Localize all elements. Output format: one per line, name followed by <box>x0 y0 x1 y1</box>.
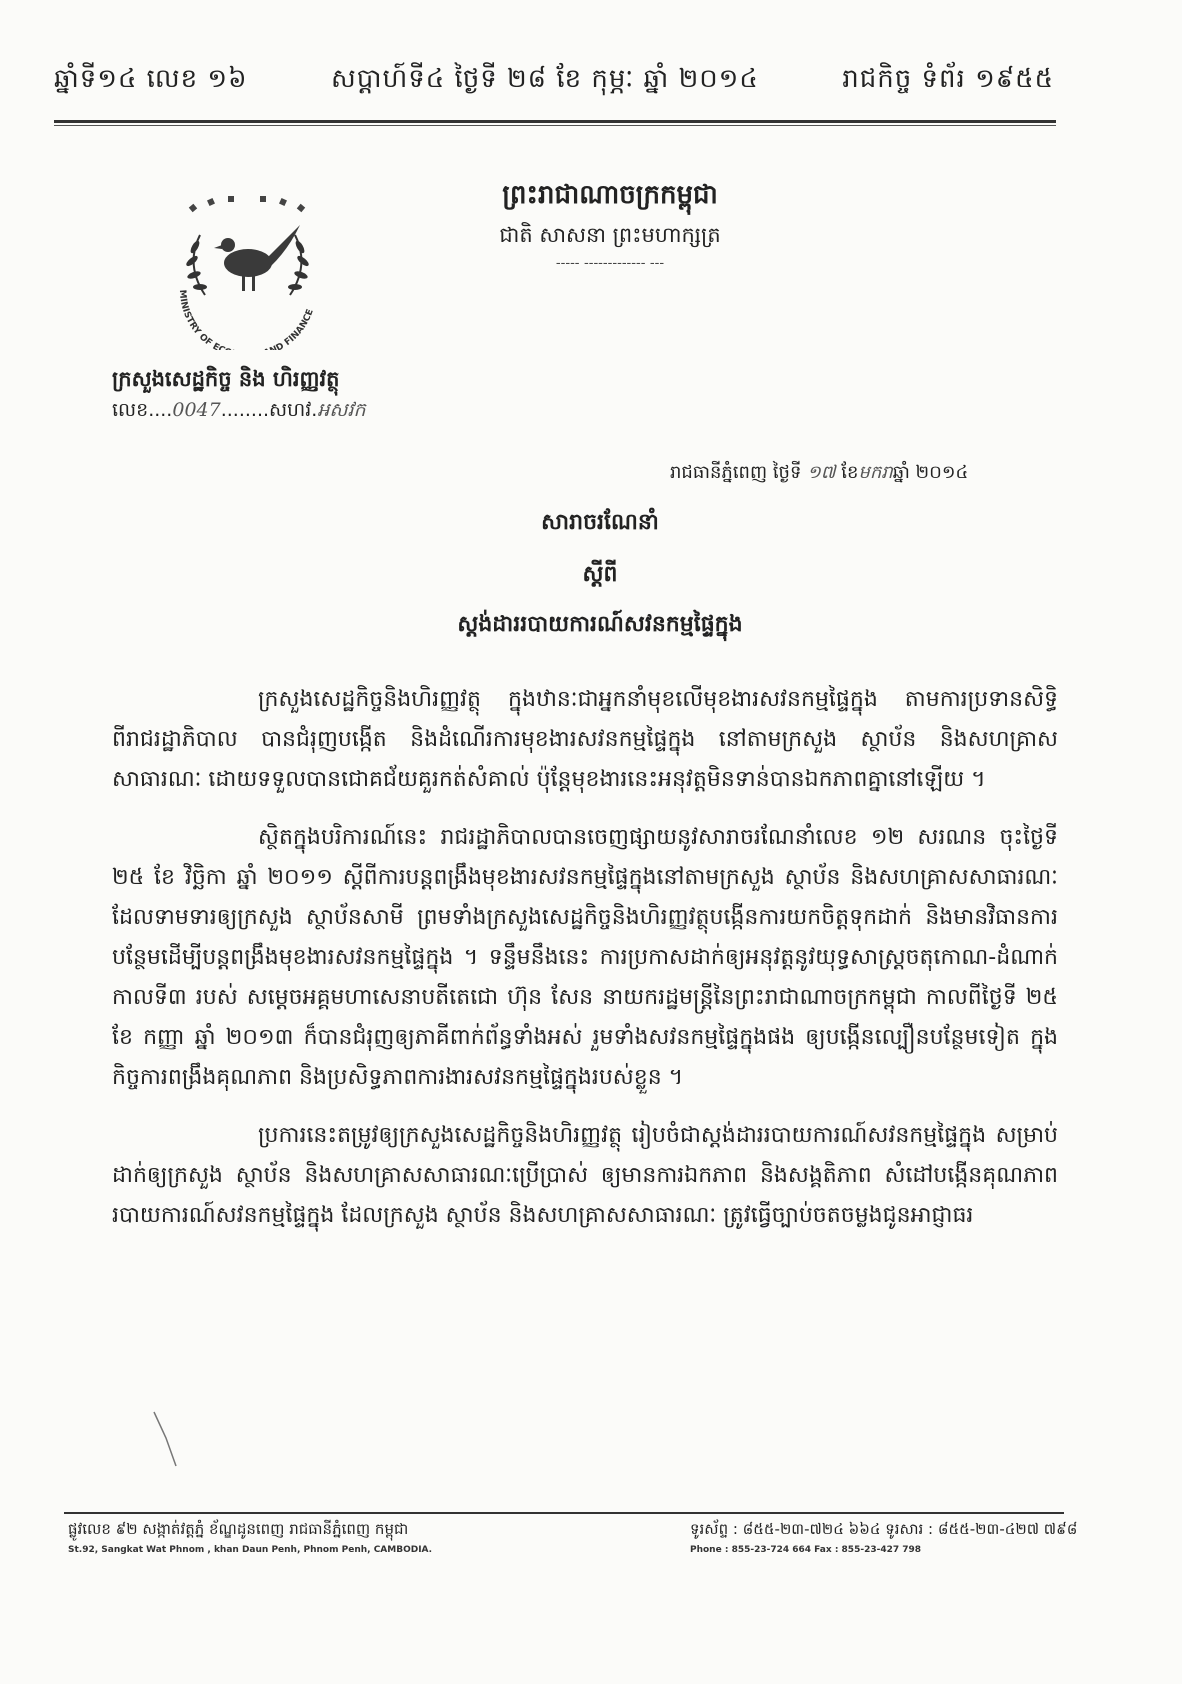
header-rule <box>54 120 1056 126</box>
gazette-header <box>54 62 1054 100</box>
date-month: មករា <box>858 462 893 483</box>
document-body <box>112 680 1058 1254</box>
footer-contact <box>690 1520 1077 1555</box>
date-line <box>670 460 968 487</box>
footer-address <box>68 1520 432 1555</box>
phone-english: Phone : 855-23-724 664 Fax : 855-23-427 798 <box>690 1545 922 1555</box>
body-paragraph-2: ស្ថិតក្នុងបរិការណ៍នេះ រាជរដ្ឋាភិបាលបានចេញផ្សាយនូវសារាចរណែនាំលេខ ១២ សរណន ចុះថ្ងៃទី ២៥ ខែ វិច្ឆិកា ឆ្នាំ ២០១១ ស្តីពីការបន្តពង្រឹងមុខងារសវនកម្មផ្ទៃក្នុងនៅតាមក្រសួង ស្ថាប័ន និងសហគ្រាសសាធារណៈ ដែលទាមទារឲ្យក្រសួង ស្ថាប័នសាមី ព្រមទាំងក្រសួងសេដ្ឋកិច្ចនិងហិរញ្ញវត្ថុបង្កើនការយកចិត្តទុកដាក់ និងមានវិធានការបន្ថែមដើម្បីបន្តពង្រឹងមុខងារសវនកម្មផ្ទៃក្នុង ។ ទន្ទឹមនឹងនេះ ការប្រកាសដាក់ឲ្យអនុវត្តនូវយុទ្ធសាស្រ្តចតុកោណ-ដំណាក់កាលទី៣ របស់ សម្តេចអគ្គមហាសេនាបតីតេជោ ហ៊ុន សែន នាយករដ្ឋមន្ត្រីនៃព្រះរាជាណាចក្រកម្ពុជា កាលពីថ្ងៃទី ២៥ ខែ កញ្ញា ឆ្នាំ ២០១៣ ក៏បានជំរុញឲ្យភាគីពាក់ព័ន្ធទាំងអស់ រួមទាំងសវនកម្មផ្ទៃក្នុងផង ឲ្យបង្កើនល្បឿនបន្ថែមទៀត ក្នុងកិច្ចការពង្រឹងគុណភាព និងប្រសិទ្ធភាពការងារសវនកម្មផ្ទៃក្នុងរបស់ខ្លួន ។ <box>112 825 1058 1090</box>
kingdom-motto: ជាតិ សាសនា ព្រះមហាក្សត្រ <box>499 223 721 247</box>
date-prefix: រាជធានីភ្នំពេញ ថ្ងៃទី <box>670 462 802 483</box>
kingdom-divider: ----- ------------- --- <box>555 255 665 271</box>
kingdom-heading <box>380 178 840 271</box>
date-day: ១៧ <box>807 462 836 483</box>
date-month-label: ខែ <box>841 462 859 483</box>
ref-prefix: លេខ <box>112 399 149 421</box>
body-paragraph-3: ប្រការនេះតម្រូវឲ្យក្រសួងសេដ្ឋកិច្ចនិងហិរញ្ញវត្ថុ រៀបចំជាស្តង់ដាររបាយការណ៍សវនកម្មផ្ទៃក្នុង សម្រាប់ដាក់ឲ្យក្រសួង ស្ថាប័ន និងសហគ្រាសសាធារណៈប្រើប្រាស់ ឲ្យមានការឯកភាព និងសង្គតិភាព សំដៅបង្កើនគុណភាពរបាយការណ៍សវនកម្មផ្ទៃក្នុង ដែលក្រសួង ស្ថាប័ន និងសហគ្រាសសាធារណៈ ត្រូវធ្វើច្បាប់ចតចម្លងជូនអាជ្ញាធរ <box>112 1123 1058 1228</box>
address-english: St.92, Sangkat Wat Phnom , khan Daun Penh, Phnom Penh, CAMBODIA. <box>68 1545 433 1555</box>
kingdom-name: ព្រះរាជាណាចក្រកម្ពុជា <box>502 180 718 210</box>
reference-line: លេខ....0047........សហវ.អសវក <box>112 399 366 421</box>
date-year: ឆ្នាំ ២០១៤ <box>892 462 969 483</box>
phone-khmer: ទូរស័ព្ទ : ៨៥៥-២៣-៧២៤ ៦៦៤ ទូរសារ : ៨៥៥-២៣-៤២៧ ៧៩៨ <box>690 1520 1078 1538</box>
ref-code-label: សហវ <box>269 399 312 421</box>
ref-code: អសវក <box>317 399 366 421</box>
ministry-seal-icon <box>150 195 345 350</box>
address-khmer: ផ្លូវលេខ ៩២ សង្កាត់វត្តភ្នំ ខ័ណ្ឌដូនពេញ រាជធានីភ្នំពេញ កម្ពុជា <box>68 1520 409 1538</box>
document-title: សារាចរណែនាំ <box>541 509 659 535</box>
scan-mark-icon <box>152 1410 192 1470</box>
body-paragraph-1: ក្រសួងសេដ្ឋកិច្ចនិងហិរញ្ញវត្ថុ ក្នុងឋានៈជាអ្នកនាំមុខលើមុខងារសវនកម្មផ្ទៃក្នុង តាមការប្រទានសិទ្ធិពីរាជរដ្ឋាភិបាល បានជំរុញបង្កើត និងដំណើរការមុខងារសវនកម្មផ្ទៃក្នុង នៅតាមក្រសួង ស្ថាប័ន និងសហគ្រាសសាធារណៈ ដោយទទួលបានជោគជ័យគួរកត់សំគាល់ ប៉ុន្តែមុខងារនេះអនុវត្តមិនទាន់បានឯកភាពគ្នានៅឡើយ ។ <box>112 687 1058 792</box>
ref-number: 0047 <box>172 399 221 421</box>
footer-rule <box>64 1512 1064 1514</box>
gazette-week-date: សប្តាហ៍ទី៤ ថ្ងៃទី ២៨ ខែ កុម្ភៈ ឆ្នាំ ២០១៤ <box>331 64 759 94</box>
svg-text:MINISTRY OF ECONOMY AND FINANC <box>177 289 316 350</box>
gazette-year: ឆ្នាំទី១៤ លេខ ១៦ <box>54 64 248 94</box>
ministry-name: ក្រសួងសេដ្ឋកិច្ច និង ហិរញ្ញវត្ថុ <box>112 366 340 391</box>
seal-text: MINISTRY OF E D FINANCE <box>176 289 316 350</box>
document-title-about: ស្តីពី <box>582 561 618 587</box>
document-subject: ស្តង់ដាររបាយការណ៍សវនកម្មផ្ទៃក្នុង <box>457 611 743 637</box>
gazette-page: រាជកិច្ច ទំព័រ ១៩៥៥ <box>842 64 1054 94</box>
